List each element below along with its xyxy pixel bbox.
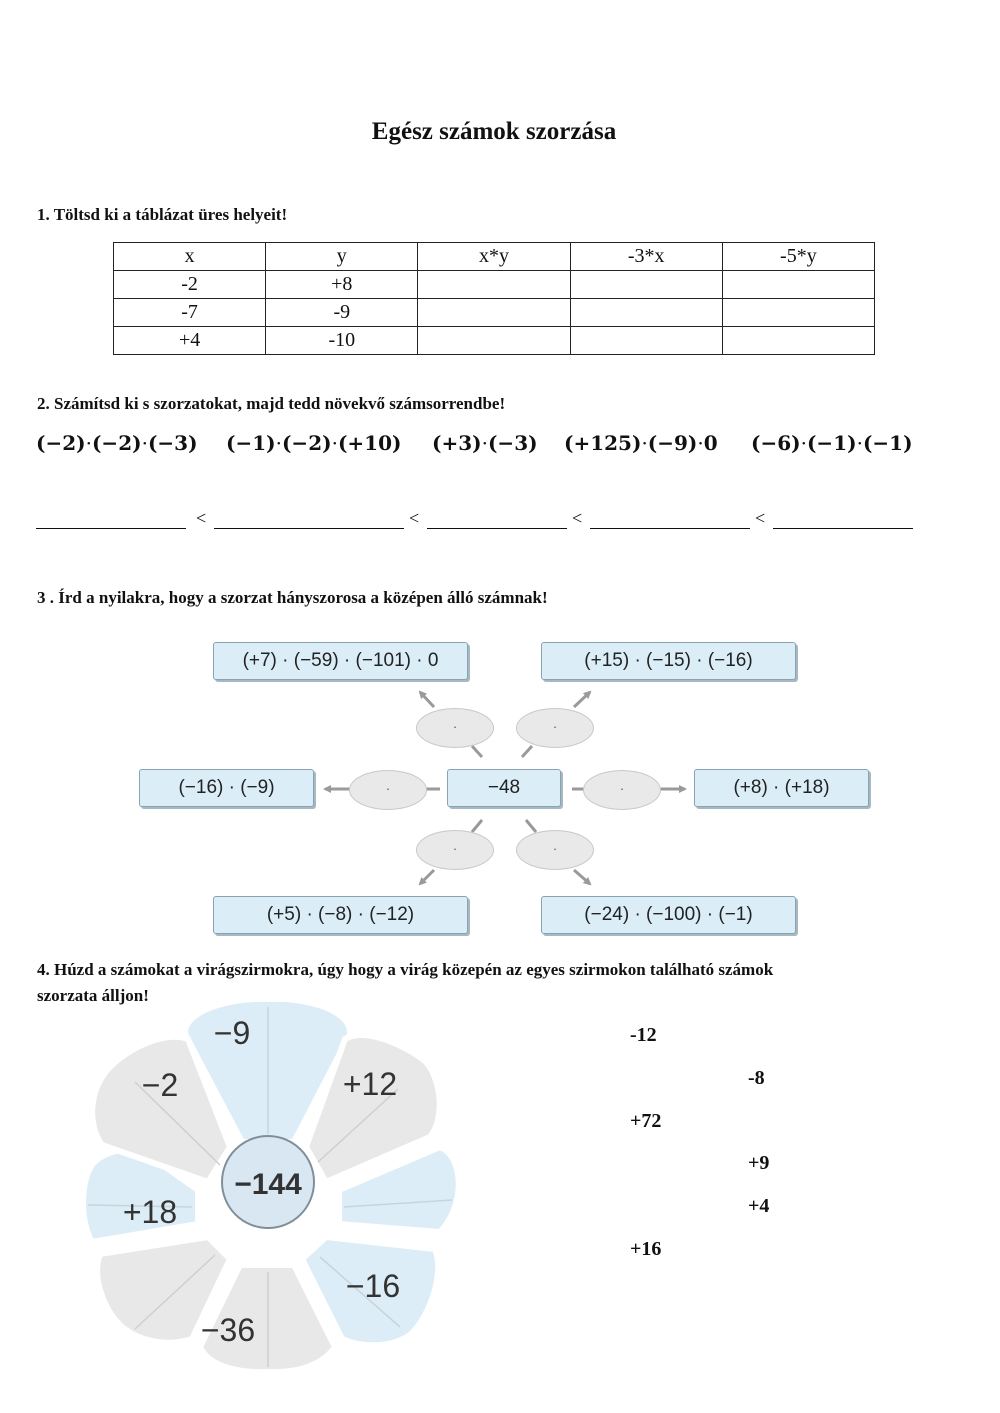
- order-blank[interactable]: [36, 510, 186, 529]
- header-minus3x: -3*x: [570, 243, 722, 271]
- dot: ·: [275, 431, 282, 455]
- less-than-sign: <: [572, 508, 583, 528]
- order-blank[interactable]: [214, 510, 404, 529]
- oval-hint: ·: [619, 781, 625, 796]
- order-blank[interactable]: [773, 510, 913, 529]
- task4-prompt-line1: 4. Húzd a számokat a virágszirmokra, úgy hogy a virág közepén az egyes szirmokon található számok: [37, 960, 774, 979]
- answer-oval-right[interactable]: [583, 770, 661, 810]
- factor: (−9): [647, 431, 698, 455]
- product-expression: [432, 431, 538, 455]
- petal-label: +18: [122, 1194, 178, 1230]
- task4-prompt-line2: szorzata álljon!: [37, 986, 149, 1005]
- petal-label: −16: [345, 1268, 401, 1304]
- dot: ·: [481, 431, 488, 455]
- draggable-number[interactable]: -8: [748, 1067, 765, 1089]
- arrow-top-right: [574, 692, 590, 707]
- dot: ·: [856, 431, 863, 455]
- petal-label: −36: [200, 1312, 256, 1348]
- petal-label: −9: [213, 1015, 251, 1051]
- answer-oval-bottom-right[interactable]: [516, 830, 594, 870]
- product-expression: [564, 431, 718, 455]
- cell-x: -7: [114, 299, 266, 327]
- order-blank[interactable]: [427, 510, 567, 529]
- draggable-number[interactable]: -12: [630, 1024, 657, 1046]
- factor: (+10): [337, 431, 402, 455]
- product-box-top-left: (+7) · (−59) · (−101) · 0: [213, 642, 468, 680]
- answer-oval-left[interactable]: [349, 770, 427, 810]
- table-row: [114, 271, 875, 299]
- factor: 0: [703, 431, 718, 455]
- header-minus5y: -5*y: [722, 243, 874, 271]
- dot: ·: [85, 431, 92, 455]
- arrow-top-left-stub: [472, 746, 482, 757]
- arrow-bottom-left: [420, 870, 434, 884]
- less-than-sign: <: [196, 508, 207, 528]
- oval-hint: ·: [452, 841, 458, 856]
- draggable-number[interactable]: +72: [630, 1110, 662, 1132]
- cell-y: -9: [266, 299, 418, 327]
- product-box-bottom-right: (−24) · (−100) · (−1): [541, 896, 796, 934]
- factor: (−1): [806, 431, 857, 455]
- answer-oval-bottom-left[interactable]: [416, 830, 494, 870]
- answer-cell[interactable]: [722, 327, 874, 355]
- page-title: Egész számok szorzása: [371, 118, 617, 145]
- factor: (+125): [564, 431, 642, 455]
- answer-oval-top-left[interactable]: [416, 708, 494, 748]
- factor: (−6): [751, 431, 801, 455]
- multiplication-table: [113, 242, 875, 355]
- oval-hint: ·: [552, 719, 558, 734]
- product-box-right: (+8) · (+18): [694, 769, 869, 807]
- header-xy: x*y: [418, 243, 570, 271]
- answer-cell[interactable]: [570, 299, 722, 327]
- draggable-number[interactable]: +4: [748, 1195, 770, 1217]
- answer-cell[interactable]: [418, 327, 570, 355]
- factor: (−3): [147, 431, 198, 455]
- product-expression: [751, 431, 913, 455]
- less-than-sign: <: [409, 508, 420, 528]
- answer-cell[interactable]: [570, 271, 722, 299]
- center-number-box: −48: [447, 769, 561, 807]
- product-expression: [36, 431, 198, 455]
- answer-cell[interactable]: [418, 299, 570, 327]
- dot: ·: [800, 431, 807, 455]
- dot: ·: [641, 431, 648, 455]
- product-box-left: (−16) · (−9): [139, 769, 314, 807]
- oval-hint: ·: [452, 719, 458, 734]
- factor: (−2): [91, 431, 142, 455]
- factor: (−2): [36, 431, 86, 455]
- product-expression: [226, 431, 401, 455]
- dot: ·: [331, 431, 338, 455]
- product-box-top-right: (+15) · (−15) · (−16): [541, 642, 796, 680]
- answer-cell[interactable]: [722, 271, 874, 299]
- factor: (−3): [487, 431, 538, 455]
- header-x: x: [114, 243, 266, 271]
- petal-label: −2: [141, 1067, 179, 1103]
- flower-diagram: [80, 997, 460, 1372]
- answer-oval-top-right[interactable]: [516, 708, 594, 748]
- arrow-top-left: [420, 692, 434, 707]
- factor: (+3): [432, 431, 482, 455]
- cell-x: +4: [114, 327, 266, 355]
- answer-cell[interactable]: [722, 299, 874, 327]
- product-box-bottom-left: (+5) · (−8) · (−12): [213, 896, 468, 934]
- arrow-top-right-stub: [522, 746, 532, 757]
- petal-label: +12: [342, 1066, 398, 1102]
- task2-prompt: 2. Számítsd ki s szorzatokat, majd tedd növekvő számsorrendbe!: [37, 394, 506, 413]
- factor: (−1): [862, 431, 913, 455]
- dot: ·: [141, 431, 148, 455]
- draggable-number[interactable]: +16: [630, 1238, 662, 1260]
- oval-hint: ·: [385, 781, 391, 796]
- answer-cell[interactable]: [418, 271, 570, 299]
- task3-prompt: 3 . Írd a nyilakra, hogy a szorzat hányszorosa a középen álló számnak!: [37, 588, 548, 607]
- table-row: [114, 327, 875, 355]
- order-blank[interactable]: [590, 510, 750, 529]
- cell-y: +8: [266, 271, 418, 299]
- answer-cell[interactable]: [570, 327, 722, 355]
- factor: (−1): [226, 431, 276, 455]
- cell-y: -10: [266, 327, 418, 355]
- dot: ·: [697, 431, 704, 455]
- header-y: y: [266, 243, 418, 271]
- less-than-sign: <: [755, 508, 766, 528]
- draggable-number[interactable]: +9: [748, 1152, 770, 1174]
- table-header-row: [114, 243, 875, 271]
- cell-x: -2: [114, 271, 266, 299]
- oval-hint: ·: [552, 841, 558, 856]
- center-product: −144: [234, 1168, 302, 1201]
- table-row: [114, 299, 875, 327]
- task1-prompt: 1. Töltsd ki a táblázat üres helyeit!: [37, 205, 288, 224]
- factor: (−2): [281, 431, 332, 455]
- arrow-bottom-right: [574, 870, 590, 884]
